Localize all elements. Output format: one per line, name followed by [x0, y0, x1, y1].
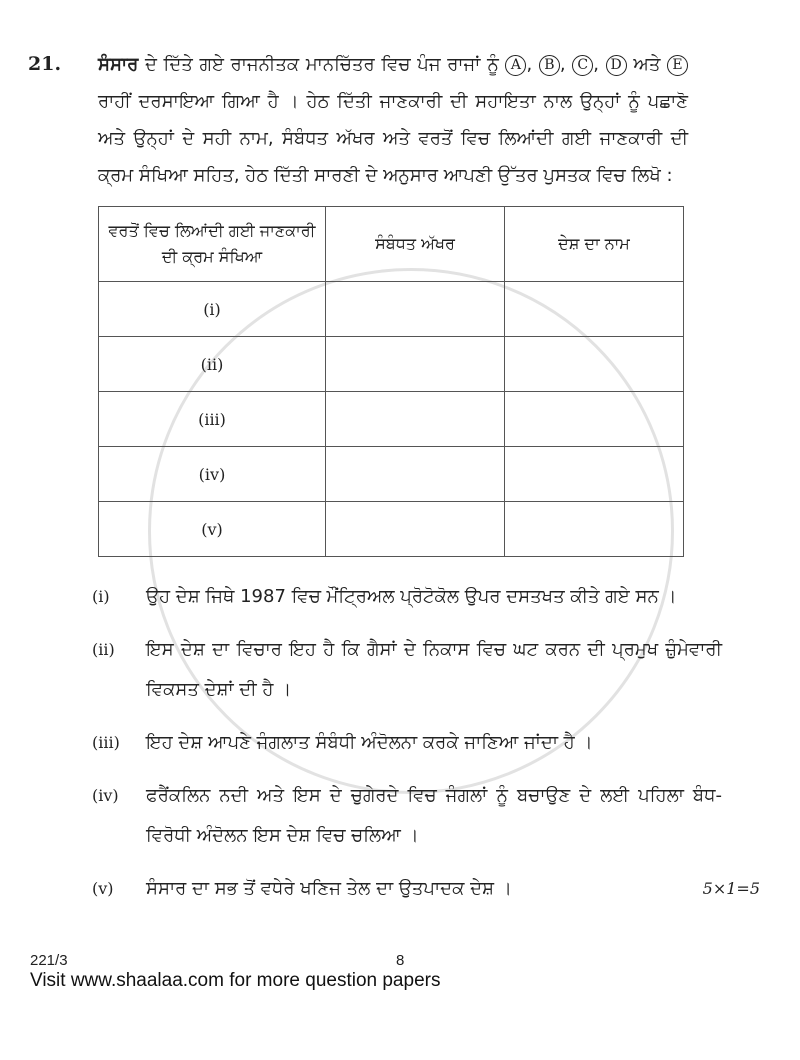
label-e: E: [667, 55, 688, 76]
item-text: ਸੰਸਾਰ ਦਾ ਸਭ ਤੋਂ ਵਧੇਰੇ ਖਣਿਜ ਤੇਲ ਦਾ ਉਤਪਾਦਕ ਦੇਸ਼ ।: [146, 878, 512, 899]
list-item: [92, 776, 722, 856]
item-label: (i): [92, 587, 110, 606]
label-b: B: [539, 55, 560, 76]
visit-link[interactable]: Visit www.shaalaa.com for more question papers: [30, 970, 441, 991]
table-header-row: [99, 207, 684, 282]
list-item: [92, 869, 652, 909]
item-label: (v): [92, 879, 114, 898]
cell: [326, 282, 505, 337]
cell: [326, 502, 505, 557]
label-a: A: [505, 55, 526, 76]
cell: [505, 392, 684, 447]
cell: [505, 502, 684, 557]
item-label: (ii): [92, 640, 115, 659]
table-row: [99, 337, 684, 392]
page-number: 8: [396, 952, 405, 969]
table-row: [99, 502, 684, 557]
cell: [326, 392, 505, 447]
item-text: ਇਹ ਦੇਸ਼ ਆਪਣੇ ਜੰਗਲਾਤ ਸੰਬੰਧੀ ਅੰਦੋਲਨਾ ਕਰਕੇ ਜਾਣਿਆ ਜਾਂਦਾ ਹੈ ।: [146, 732, 593, 753]
item-list: [0, 577, 800, 922]
cell: [505, 282, 684, 337]
cell: [326, 447, 505, 502]
header-serial: ਵਰਤੋਂ ਵਿਚ ਲਿਆਂਦੀ ਗਈ ਜਾਣਕਾਰੀ ਦੀ ਕ੍ਰਮ ਸੰਖਿਆ: [99, 207, 326, 282]
item-label: (iv): [92, 786, 119, 805]
last-item-row: [0, 869, 800, 922]
item-text: ਫਰੈਂਕਲਿਨ ਨਦੀ ਅਤੇ ਇਸ ਦੇ ਚੁਗੇਰਦੇ ਵਿਚ ਜੰਗਲਾਂ ਨੂੰ ਬਚਾਉਣ ਦੇ ਲਈ ਪਹਿਲਾ ਬੰਧ-ਵਿਰੋਧੀ ਅੰਦੋਲਨ ਇਸ ਦੇਸ਼ ਵਿਚ ਚਲਿਆ ।: [146, 785, 722, 846]
question-bold-word: ਸੰਸਾਰ: [98, 54, 139, 75]
row-label: (v): [99, 502, 326, 557]
table-row: [99, 392, 684, 447]
question-text: ਸੰਸਾਰ ਦੇ ਦਿੱਤੇ ਗਏ ਰਾਜਨੀਤਕ ਮਾਨਚਿੱਤਰ ਵਿਚ ਪੰਜ ਰਾਜਾਂ ਨੂੰ A , B , C , D ਅਤੇ E ਰਾਹੀਂ ਦਰਸਾਇਆ ਗਿਆ ਹੈ । ਹੇਠ ਦਿੱਤੀ ਜਾਣਕਾਰੀ ਦੀ ਸਹਾਇਤਾ ਨਾਲ ਉਨ੍ਹਾਂ ਨੂੰ ਪਛਾਣੋ ਅਤੇ ਉਨ੍ਹਾਂ ਦੇ ਸਹੀ ਨਾਮ, ਸੰਬੰਧਤ ਅੱਖਰ ਅਤੇ ਵਰਤੋਂ ਵਿਚ ਲਿਆਂਦੀ ਗਈ ਜਾਣਕਾਰੀ ਦੀ ਕ੍ਰਮ ਸੰਖਿਆ ਸਹਿਤ, ਹੇਠ ਦਿੱਤੀ ਸਾਰਣੀ ਦੇ ਅਨੁਸਾਰ ਆਪਣੀ ਉੱਤਰ ਪੁਸਤਕ ਵਿਚ ਲਿਖੋ :: [98, 54, 688, 186]
list-item: [92, 577, 722, 617]
cell: [505, 447, 684, 502]
cell: [326, 337, 505, 392]
list-item: [92, 630, 722, 710]
item-text: ਉਹ ਦੇਸ਼ ਜਿਥੇ 1987 ਵਿਚ ਮੌਂਟ੍ਰਿਅਲ ਪ੍ਰੋਟੋਕੋਲ ਉਪਰ ਦਸਤਖਤ ਕੀਤੇ ਗਏ ਸਨ ।: [146, 586, 677, 607]
paper-code: 221/3: [30, 952, 68, 969]
answer-table: [98, 206, 684, 557]
row-label: (i): [99, 282, 326, 337]
question-text-c: ਰਾਹੀਂ ਦਰਸਾਇਆ ਗਿਆ ਹੈ । ਹੇਠ ਦਿੱਤੀ ਜਾਣਕਾਰੀ ਦੀ ਸਹਾਇਤਾ ਨਾਲ ਉਨ੍ਹਾਂ ਨੂੰ ਪਛਾਣੋ ਅਤੇ ਉਨ੍ਹਾਂ ਦੇ ਸਹੀ ਨਾਮ, ਸੰਬੰਧਤ ਅੱਖਰ ਅਤੇ ਵਰਤੋਂ ਵਿਚ ਲਿਆਂਦੀ ਗਈ ਜਾਣਕਾਰੀ ਦੀ ਕ੍ਰਮ ਸੰਖਿਆ ਸਹਿਤ, ਹੇਠ ਦਿੱਤੀ ਸਾਰਣੀ ਦੇ ਅਨੁਸਾਰ ਆਪਣੀ ਉੱਤਰ ਪੁਸਤਕ ਵਿਚ ਲਿਖੋ :: [98, 91, 688, 186]
header-letter: ਸੰਬੰਧਤ ਅੱਖਰ: [326, 207, 505, 282]
footer: [0, 952, 800, 992]
row-label: (iii): [99, 392, 326, 447]
question-number: 21.: [28, 53, 62, 75]
cell: [505, 337, 684, 392]
question-text-b: ਅਤੇ: [626, 54, 668, 75]
item-text: ਇਸ ਦੇਸ਼ ਦਾ ਵਿਚਾਰ ਇਹ ਹੈ ਕਿ ਗੈਸਾਂ ਦੇ ਨਿਕਾਸ ਵਿਚ ਘਟ ਕਰਨ ਦੀ ਪ੍ਰਮੁਖ ਜ਼ੁੰਮੇਵਾਰੀ ਵਿਕਸਤ ਦੇਸ਼ਾਂ ਦੀ ਹੈ ।: [146, 639, 722, 700]
header-country: ਦੇਸ਼ ਦਾ ਨਾਮ: [505, 207, 684, 282]
question-text-a: ਦੇ ਦਿੱਤੇ ਗਏ ਰਾਜਨੀਤਕ ਮਾਨਚਿੱਤਰ ਵਿਚ ਪੰਜ ਰਾਜਾਂ ਨੂੰ: [138, 54, 506, 75]
label-c: C: [572, 55, 593, 76]
row-label: (ii): [99, 337, 326, 392]
item-label: (iii): [92, 733, 120, 752]
table-row: [99, 282, 684, 337]
marks: 5×1=5: [702, 879, 760, 898]
row-label: (iv): [99, 447, 326, 502]
question-row: [0, 46, 800, 194]
footer-row: [30, 952, 800, 970]
table-row: [99, 447, 684, 502]
label-d: D: [606, 55, 627, 76]
list-item: [92, 723, 722, 763]
